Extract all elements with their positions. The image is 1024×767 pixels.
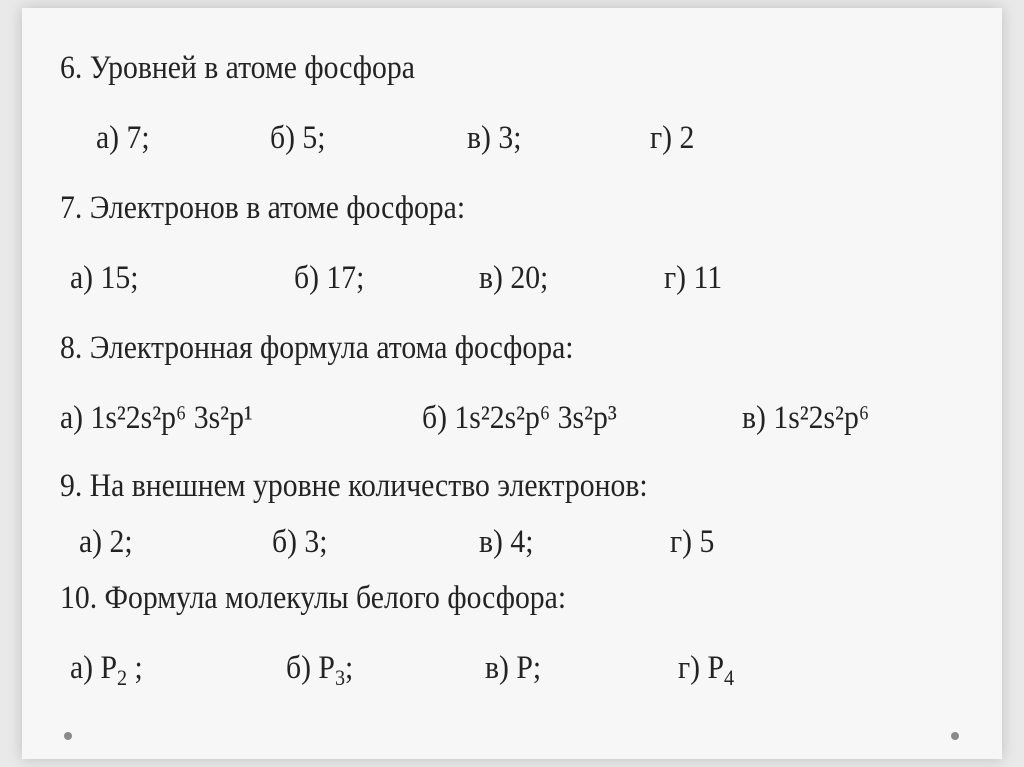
option-a-prefix: а) P — [70, 650, 118, 686]
question-10-title: 10. Формула молекулы белого фосфора: — [60, 580, 567, 616]
slide — [22, 8, 1002, 759]
question-6-option-a: а) 7; — [96, 120, 150, 156]
question-10-option-g — [678, 650, 735, 691]
question-6-option-g: г) 2 — [650, 120, 695, 156]
question-7-option-v: в) 20; — [479, 260, 549, 296]
question-6-option-v: в) 3; — [467, 120, 522, 156]
question-9-option-b: б) 3; — [272, 524, 328, 560]
question-8-option-a: а) 1s²2s²p⁶ 3s²p¹ — [60, 400, 253, 436]
option-g-subscript: 4 — [724, 665, 735, 691]
question-8-title: 8. Электронная формула атома фосфора: — [60, 330, 574, 366]
question-9-option-a: а) 2; — [79, 524, 133, 560]
question-10-option-a — [70, 650, 143, 691]
question-10-option-v — [485, 652, 541, 685]
question-8-option-v: в) 1s²2s²p⁶ — [742, 400, 870, 436]
option-g-prefix: г) P — [678, 650, 725, 686]
question-7-option-b: б) 17; — [294, 260, 365, 296]
question-6-title: 6. Уровней в атоме фосфора — [60, 50, 415, 86]
question-8-option-b: б) 1s²2s²p⁶ 3s²p³ — [422, 400, 617, 436]
option-b-suffix: ; — [345, 650, 354, 686]
slide-corner-dot-left — [64, 732, 72, 740]
question-9-title: 9. На внешнем уровне количество электронов: — [60, 468, 648, 504]
question-6-option-b: б) 5; — [270, 120, 326, 156]
question-9-option-v: в) 4; — [479, 524, 534, 560]
question-9-option-g: г) 5 — [670, 524, 715, 560]
option-b-subscript: 3 — [334, 665, 346, 691]
option-a-subscript: 2 — [117, 665, 128, 691]
option-v-prefix: в) P; — [485, 650, 542, 686]
option-a-suffix: ; — [127, 650, 143, 686]
question-7-option-a: а) 15; — [70, 260, 139, 296]
question-10-option-b — [286, 650, 354, 691]
slide-corner-dot-right — [951, 732, 959, 740]
question-7-title: 7. Электронов в атоме фосфора: — [60, 190, 466, 226]
question-7-option-g: г) 11 — [664, 260, 723, 296]
option-b-prefix: б) P — [286, 650, 335, 686]
